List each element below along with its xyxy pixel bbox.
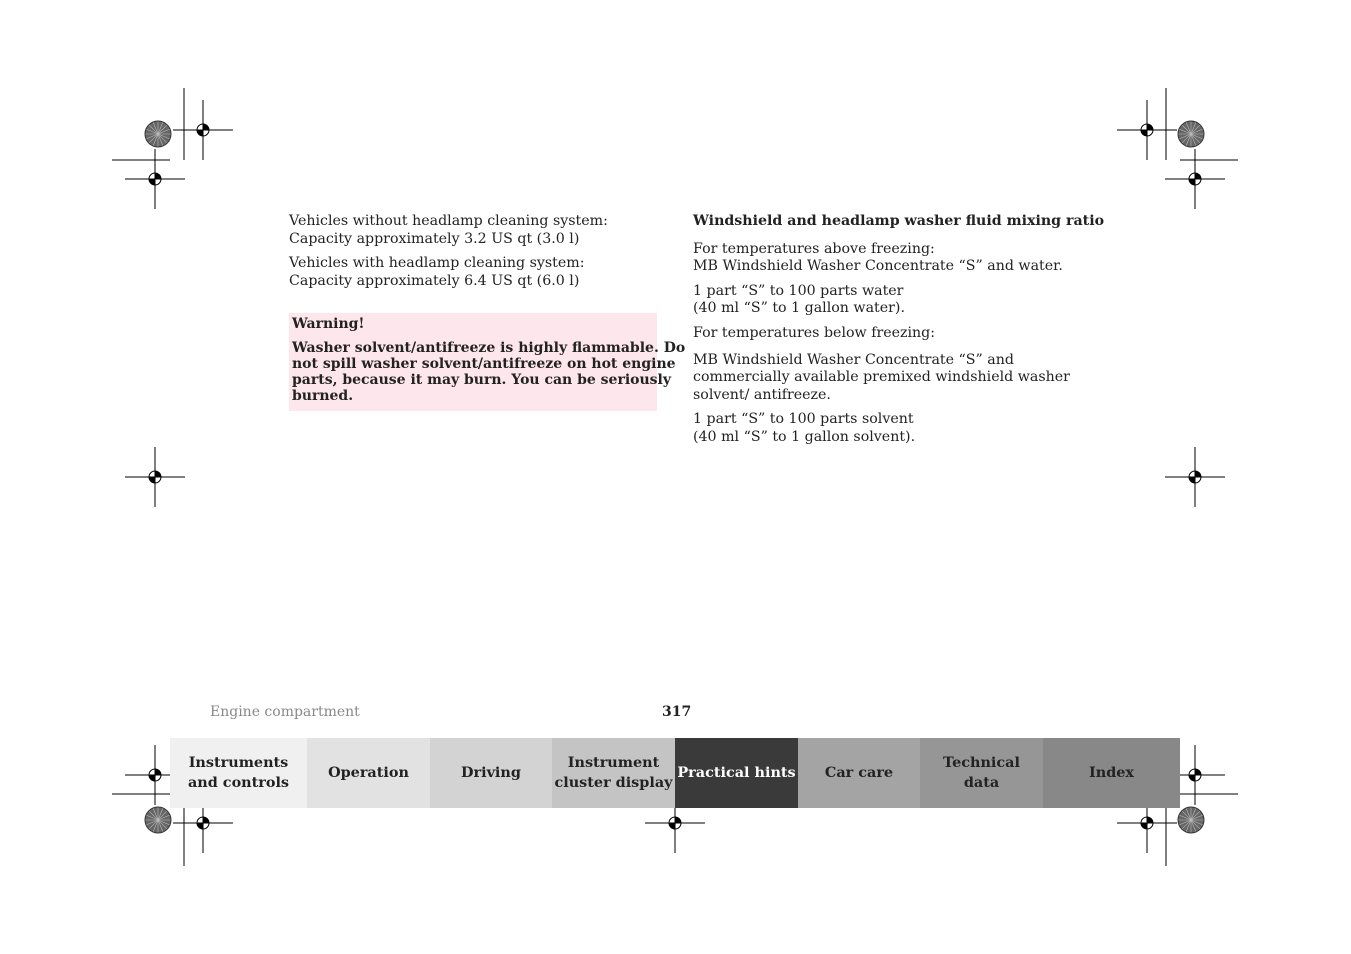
- warning-line: burned.: [292, 388, 354, 404]
- paragraph-line: MB Windshield Washer Concentrate “S” and: [693, 351, 1014, 368]
- paragraph-line: 1 part “S” to 100 parts solvent: [693, 411, 914, 428]
- tab-label: Instrument: [567, 754, 660, 771]
- tab-label: Practical hints: [677, 764, 796, 781]
- paragraph-line: MB Windshield Washer Concentrate “S” and water.: [693, 258, 1063, 275]
- tab-label: Instruments: [188, 754, 289, 771]
- left-column: [289, 213, 659, 297]
- tab-technical-data[interactable]: [920, 738, 1043, 808]
- paragraph-line: Capacity approximately 6.4 US qt (6.0 l): [289, 272, 580, 289]
- page-number: 317: [662, 704, 692, 720]
- tab-label: Driving: [461, 764, 521, 781]
- tab-label: and controls: [187, 774, 290, 791]
- above-freezing-block: [693, 241, 1093, 276]
- warning-box: [289, 313, 686, 411]
- paragraph-line: For temperatures above freezing:: [693, 240, 935, 257]
- below-freezing-block: [693, 325, 1093, 343]
- tab-label: Technical: [943, 754, 1020, 771]
- solvent-mix-block: [693, 352, 1093, 405]
- tab-label: data: [963, 774, 1000, 791]
- warning-line: not spill washer solvent/antifreeze on hot engine: [292, 356, 676, 372]
- paragraph-line: solvent/ antifreeze.: [693, 386, 831, 403]
- paragraph-line: Vehicles with headlamp cleaning system:: [289, 255, 585, 272]
- tab-driving[interactable]: [430, 738, 552, 808]
- tab-instruments-and-controls[interactable]: [170, 738, 307, 808]
- tab-label: Index: [1089, 764, 1134, 781]
- chapter-tabs: [170, 738, 1180, 808]
- section-title: Engine compartment: [210, 704, 360, 720]
- paragraph-line: (40 ml “S” to 1 gallon water).: [693, 300, 905, 317]
- tab-index[interactable]: [1043, 738, 1180, 808]
- paragraph-line: 1 part “S” to 100 parts water: [693, 282, 904, 299]
- capacity-without-cleaning: [289, 213, 659, 248]
- tab-label: Operation: [328, 764, 409, 781]
- tab-instrument-cluster-display[interactable]: [552, 738, 675, 808]
- paragraph-line: For temperatures below freezing:: [693, 324, 936, 341]
- warning-line: Washer solvent/antifreeze is highly flammable. Do: [292, 340, 686, 356]
- paragraph-line: Capacity approximately 3.2 US qt (3.0 l): [289, 230, 580, 247]
- tab-practical-hints[interactable]: [675, 738, 798, 808]
- paragraph-line: commercially available premixed windshield washer: [693, 369, 1070, 386]
- tab-label: cluster display: [554, 774, 673, 791]
- tab-label: Car care: [824, 764, 894, 781]
- water-ratio-block: [693, 283, 1093, 318]
- section-heading: Windshield and headlamp washer fluid mixing ratio: [693, 213, 1105, 229]
- warning-title: Warning!: [292, 316, 365, 332]
- warning-line: parts, because it may burn. You can be seriously: [292, 372, 672, 388]
- solvent-ratio-block: [693, 411, 1093, 446]
- capacity-with-cleaning: [289, 255, 659, 290]
- right-column: [693, 213, 1105, 454]
- paragraph-line: Vehicles without headlamp cleaning system:: [289, 213, 608, 229]
- tab-car-care[interactable]: [798, 738, 920, 808]
- tab-operation[interactable]: [307, 738, 430, 808]
- paragraph-line: (40 ml “S” to 1 gallon solvent).: [693, 428, 916, 445]
